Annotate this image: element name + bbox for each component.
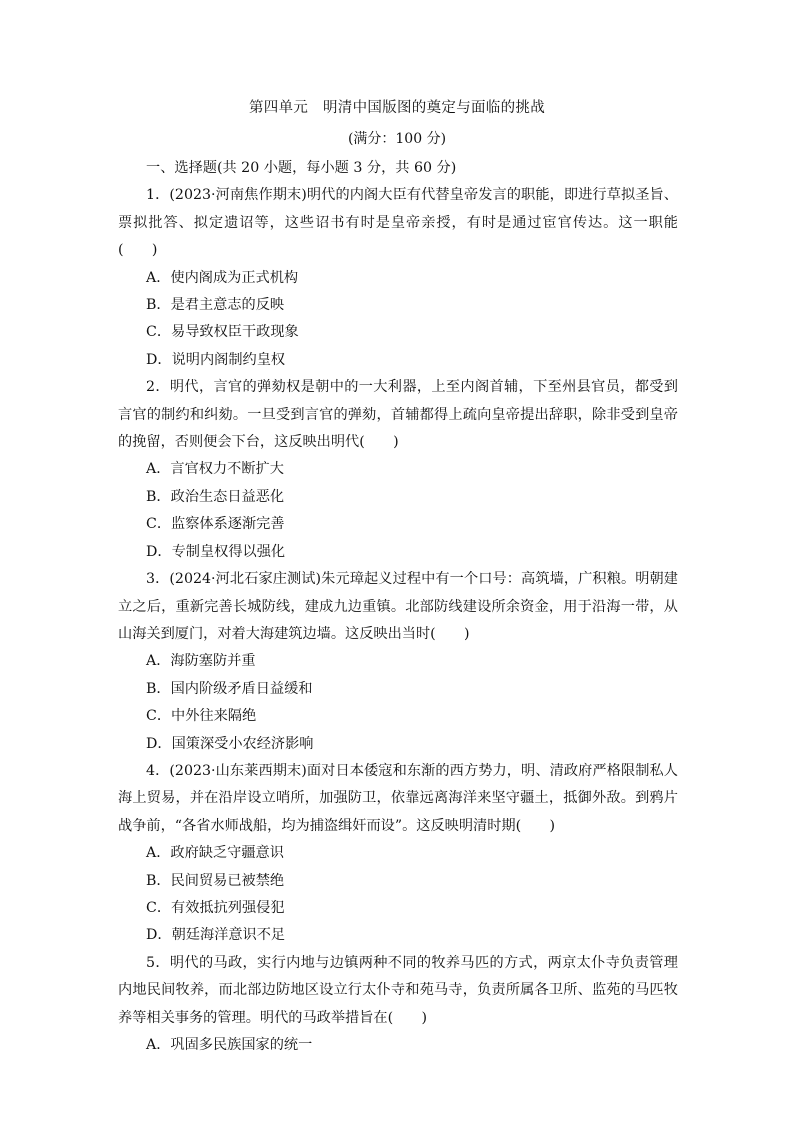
option-d: D．朝廷海洋意识不足 [146,927,286,944]
question-stem: 1．(2023·河南焦作期末)明代的内阁大臣有代替皇帝发言的职能，即进行草拟圣旨、票拟批答、拟定遗诏等，这些诏书有时是皇帝亲授，有时是通过宦官传达。这一职能( ) [118,187,678,259]
question-2 [118,374,678,566]
question-stem: 2．明代，言官的弹劾权是朝中的一大利器，上至内阁首辅，下至州县官员，都受到言官的制约和纠劾。一旦受到言官的弹劾，首辅都得上疏向皇帝提出辞职，除非受到皇帝的挽留，否则便会下台，这反映出明代( ) [118,379,678,451]
section-heading: 一、选择题(共 20 小题，每小题 3 分，共 60 分) [146,160,457,176]
option-c: C．中外往来隔绝 [146,708,257,725]
option-a: A．巩固多民族国家的统一 [146,1037,313,1053]
question-1 [118,182,678,374]
option-d: D．国策深受小农经济影响 [146,735,314,752]
option-b: B．政治生态日益恶化 [146,488,285,505]
unit-title: 第四单元 明清中国版图的奠定与面临的挑战 [249,100,545,116]
option-b: B．是君主意志的反映 [146,297,285,314]
option-c: C．监察体系逐渐完善 [146,516,285,533]
option-c: C．有效抵抗列强侵犯 [146,899,285,916]
option-b: B．国内阶级矛盾日益缓和 [146,680,313,697]
option-c: C．易导致权臣干政现象 [146,324,299,341]
option-a: A．言官权力不断扩大 [146,461,284,478]
option-a: A．海防塞防并重 [146,653,256,670]
question-stem: 5．明代的马政，实行内地与边镇两种不同的牧养马匹的方式，两京太仆寺负责管理内地民间牧养，而北部边防地区设立行太仆寺和苑马寺，负责所属各卫所、监苑的马匹牧养等相关事务的管理。明代的马政举措旨在( ) [118,954,678,1026]
question-stem: 3．(2024·河北石家庄测试)朱元璋起义过程中有一个口号：高筑墙，广积粮。明朝建立之后，重新完善长城防线，建成九边重镇。北部防线建设所余资金，用于沿海一带，从山海关到厦门，对着大海建筑边墙。这反映出当时( ) [118,571,678,642]
option-a: A．使内阁成为正式机构 [146,269,299,286]
exam-content [118,155,678,1059]
question-5 [118,950,678,1060]
question-4 [118,758,678,950]
option-d: D．说明内阁制约皇权 [146,351,286,368]
option-a: A．政府缺乏守疆意识 [146,845,284,862]
question-stem: 4．(2023·山东莱西期末)面对日本倭寇和东渐的西方势力，明、清政府严格限制私人海上贸易，并在沿岸设立哨所，加强防卫，依靠远离海洋来坚守疆土，抵御外敌。到鸦片战争前，“各省水师战船，均为捕盗缉奸而设”。这反映明清时期( ) [118,762,678,834]
score-note: (满分：100 分) [347,131,447,147]
option-d: D．专制皇权得以强化 [146,543,286,560]
option-b: B．民间贸易已被禁绝 [146,872,285,889]
question-3 [118,566,678,758]
